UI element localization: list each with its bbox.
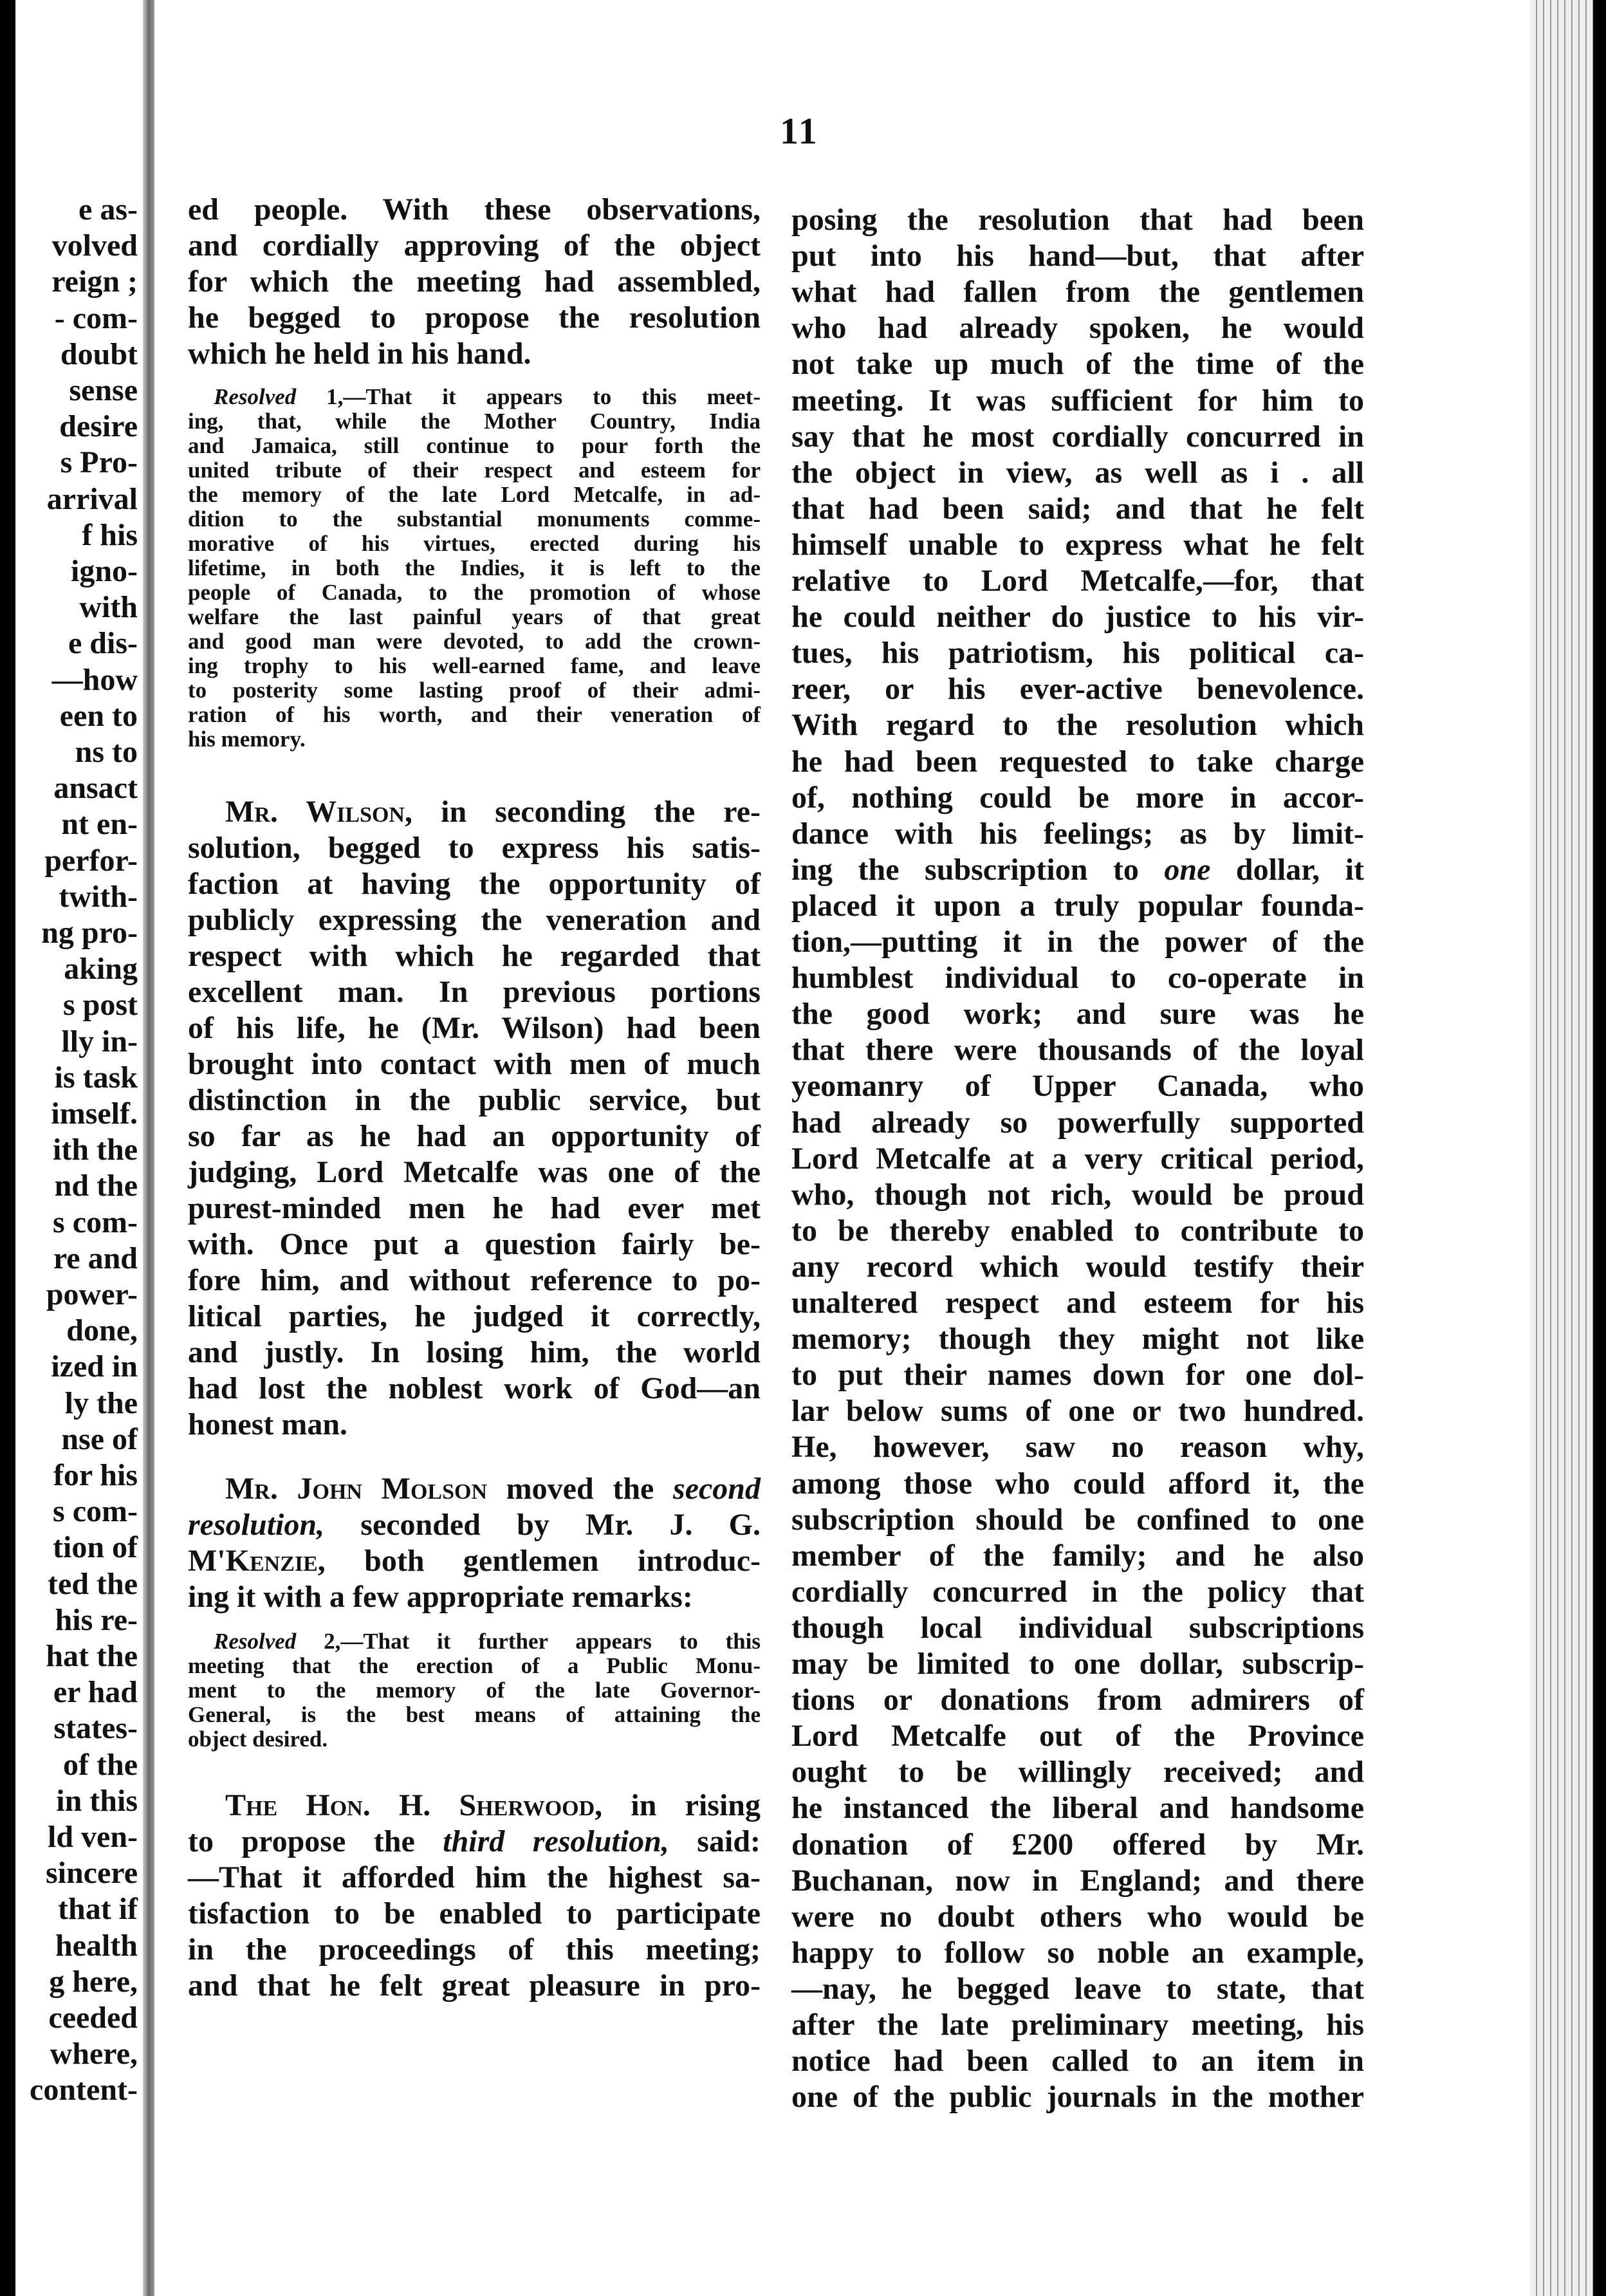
scan-edge-right — [1593, 0, 1606, 2296]
text-line: he could neither do justice to his vir- — [791, 600, 1364, 634]
resolution-line: to posterity some lasting proof of their admi- — [188, 678, 761, 703]
text-line: had lost the noblest work of God—an — [188, 1371, 761, 1405]
text-line: humblest individual to co-operate in — [791, 961, 1364, 995]
text-line: with. Once put a question fairly be- — [188, 1227, 761, 1261]
resolution-line: and good man were devoted, to add the crown- — [188, 629, 761, 654]
text-line: though local individual subscriptions — [791, 1610, 1364, 1645]
prev-page-line: s com- — [53, 1205, 138, 1239]
text-line: With regard to the resolution which — [791, 708, 1364, 743]
resolved-label: Resolved — [214, 384, 297, 409]
prev-page-line: imself. — [51, 1097, 138, 1131]
prev-page-line: e dis- — [68, 626, 138, 661]
text-line: tisfaction to be enabled to participate — [188, 1896, 761, 1930]
resolution-line: ment to the memory of the late Governor- — [188, 1678, 761, 1703]
prev-page-line: his re- — [55, 1602, 138, 1637]
text-line — [791, 852, 1364, 888]
prev-page-line: is task — [54, 1060, 138, 1095]
prev-page-line: er had — [53, 1675, 138, 1710]
resolution-line: and Jamaica, still continue to pour forth the — [188, 433, 761, 458]
italic-text: third resolution, — [443, 1824, 669, 1858]
text-line: tion,—putting it in the power of the — [791, 925, 1364, 959]
text-line: after the late preliminary meeting, his — [791, 2008, 1364, 2042]
text-line: —nay, he begged leave to state, that — [791, 1971, 1364, 2006]
text-line: posing the resolution that had been — [791, 203, 1364, 237]
text-line: notice had been called to an item in — [791, 2044, 1364, 2078]
text-line: honest man. — [188, 1407, 348, 1441]
text-line: reer, or his ever-active benevolence. — [791, 672, 1364, 707]
prev-page-line: ansact — [53, 771, 138, 806]
text-line: of his life, he (Mr. Wilson) had been — [188, 1011, 761, 1045]
prev-page-line: ns to — [75, 735, 138, 769]
resolution-line: welfare the last painful years of that great — [188, 604, 761, 629]
text-line: meeting. It was sufficient for him to — [791, 383, 1364, 418]
prev-page-line: doubt — [60, 337, 138, 371]
resolution-line: meeting that the erection of a Public Monu- — [188, 1653, 761, 1678]
text-line: dance with his feelings; as by limit- — [791, 816, 1364, 851]
speaker-name: The Hon. H. Sherwood, — [225, 1788, 603, 1822]
prev-page-line: health — [55, 1928, 138, 1963]
prev-page-line: ted the — [48, 1566, 138, 1601]
prev-page-line: where, — [50, 2037, 138, 2071]
prev-page-line: nd the — [54, 1169, 138, 1203]
prev-page-line: een to — [59, 698, 138, 733]
text-line: say that he most cordially concurred in — [791, 419, 1364, 454]
text-line: ought to be willingly received; and — [791, 1755, 1364, 1790]
text-line: for which the meeting had assembled, — [188, 264, 761, 299]
text-line: so far as he had an opportunity of — [188, 1119, 761, 1153]
prev-page-line: lly in- — [61, 1024, 138, 1059]
text-line: tions or donations from admirers of — [791, 1683, 1364, 1717]
text-line: memory; though they might not like — [791, 1322, 1364, 1356]
prev-page-line: content- — [30, 2073, 138, 2107]
resolution-line: people of Canada, to the promotion of whose — [188, 580, 761, 605]
prev-page-line: sincere — [45, 1856, 138, 1891]
text-line: he instanced the liberal and handsome — [791, 1791, 1364, 1826]
text-line: himself unable to express what he felt — [791, 527, 1364, 562]
text-line: judging, Lord Metcalfe was one of the — [188, 1155, 761, 1189]
text-line: who, though not rich, would be proud — [791, 1177, 1364, 1212]
prev-page-line: s post — [62, 988, 138, 1023]
resolution-line: General, is the best means of attaining the — [188, 1702, 761, 1727]
text-line: to put their names down for one dol- — [791, 1358, 1364, 1393]
text-line: unaltered respect and esteem for his — [791, 1286, 1364, 1320]
resolved-label: Resolved — [214, 1629, 297, 1654]
prev-page-line: ith the — [53, 1133, 138, 1167]
resolution-line: ing trophy to his well-earned fame, and leave — [188, 653, 761, 678]
italic-text: resolution, — [188, 1508, 325, 1542]
text-line: one of the public journals in the mother — [791, 2080, 1364, 2115]
prev-page-line: ly the — [64, 1385, 138, 1420]
text-line: cordially concurred in the policy that — [791, 1574, 1364, 1609]
prev-page-line: states- — [53, 1711, 138, 1746]
text-line: excellent man. In previous portions — [188, 975, 761, 1009]
prev-page-line: hat the — [46, 1639, 138, 1673]
text-line: who had already spoken, he would — [791, 311, 1364, 346]
text-line: relative to Lord Metcalfe,—for, that — [791, 564, 1364, 598]
text-line: Buchanan, now in England; and there — [791, 1863, 1364, 1898]
paragraph-text: in seconding the re- — [412, 795, 761, 829]
prev-page-line: e as- — [78, 192, 138, 227]
book-gutter — [143, 0, 154, 2296]
text-line: faction at having the opportunity of — [188, 867, 761, 901]
text-line — [188, 1507, 761, 1543]
scan-edge-left — [0, 0, 15, 2296]
text-line: which he held in his hand. — [188, 337, 531, 371]
prev-page-line: ized in — [51, 1349, 138, 1384]
text-line: not take up much of the time of the — [791, 347, 1364, 382]
paragraph-text: in rising — [602, 1788, 761, 1822]
prev-page-line: nse of — [61, 1421, 138, 1456]
text-line: donation of £200 offered by Mr. — [791, 1827, 1364, 1862]
text-line: had already so powerfully supported — [791, 1105, 1364, 1140]
italic-text: one — [1164, 852, 1211, 887]
left-column — [188, 0, 761, 2296]
text-line: ing it with a few appropriate remarks: — [188, 1580, 693, 1614]
text-line: distinction in the public service, but — [188, 1083, 761, 1117]
prev-page-line: ld ven- — [47, 1820, 138, 1854]
text-line: that there were thousands of the loyal — [791, 1033, 1364, 1068]
prev-page-line: aking — [64, 952, 138, 986]
prev-page-line: in this — [56, 1783, 138, 1818]
prev-page-line: reign ; — [51, 264, 138, 299]
prev-page-line: s Pro- — [60, 445, 138, 480]
text-line: in the proceedings of this meeting; — [188, 1932, 761, 1967]
text-line: ed people. With these observations, — [188, 192, 761, 227]
prev-page-line: f his — [82, 517, 138, 552]
prev-page-line: twith- — [59, 879, 138, 914]
text-line: tues, his patriotism, his political ca- — [791, 636, 1364, 671]
prev-page-line: re and — [53, 1241, 138, 1275]
prev-page-line: ng pro- — [41, 916, 138, 950]
previous-page-fragment — [15, 172, 142, 2167]
prev-page-line: volved — [51, 228, 138, 263]
resolution-line: the memory of the late Lord Metcalfe, in ad- — [188, 482, 761, 507]
resolution-line: ing, that, while the Mother Country, India — [188, 409, 761, 434]
text-line: solution, begged to express his satis- — [188, 831, 761, 865]
text-line: lar below sums of one or two hundred. — [791, 1394, 1364, 1429]
text-line: the good work; and sure was he — [791, 997, 1364, 1032]
resolution-line: object desired. — [188, 1727, 328, 1752]
text-line: Lord Metcalfe at a very critical period, — [791, 1141, 1364, 1176]
resolution-1-first-line — [188, 385, 761, 409]
paragraph-first-line — [188, 794, 761, 830]
resolution-text: 1,—That it appears to this meet- — [296, 384, 761, 409]
text-line: he had been requested to take charge — [791, 744, 1364, 779]
speaker-name: Mr. Wilson, — [225, 795, 412, 829]
text-line: what had fallen from the gentlemen — [791, 275, 1364, 310]
paragraph-text: moved the — [487, 1472, 674, 1506]
text-line: and cordially approving of the object — [188, 228, 761, 263]
resolution-line: ration of his worth, and their veneration of — [188, 702, 761, 727]
prev-page-line: s com- — [53, 1494, 138, 1529]
prev-page-line: - com- — [54, 301, 138, 335]
prev-page-line: —how — [51, 662, 138, 697]
resolution-line: dition to the substantial monuments comme- — [188, 506, 761, 532]
text-line: Lord Metcalfe out of the Province — [791, 1719, 1364, 1754]
prev-page-line: done, — [66, 1313, 138, 1348]
text-line: the object in view, as well as i . all — [791, 455, 1364, 490]
text-line: may be limited to one dollar, subscrip- — [791, 1647, 1364, 1681]
prev-page-line: nt en- — [61, 807, 138, 842]
text-line: were no doubt others who would be — [791, 1899, 1364, 1934]
text-line: put into his hand—but, that after — [791, 239, 1364, 273]
resolution-line: morative of his virtues, erected during his — [188, 531, 761, 556]
resolution-line: united tribute of their respect and esteem for — [188, 458, 761, 483]
prev-page-line: of the — [63, 1747, 138, 1782]
text-line: and justly. In losing him, the world — [188, 1335, 761, 1369]
prev-page-line: with — [79, 590, 138, 625]
speaker-name: Mr. John Molson — [225, 1472, 487, 1506]
text-line: among those who could afford it, the — [791, 1466, 1364, 1501]
text-line: He, however, saw no reason why, — [791, 1430, 1364, 1465]
italic-text: second — [673, 1472, 761, 1506]
text-line: respect with which he regarded that — [188, 939, 761, 973]
text-line: that had been said; and that he felt — [791, 491, 1364, 526]
text-line: publicly expressing the veneration and — [188, 903, 761, 937]
paragraph-first-line — [188, 1788, 761, 1824]
resolution-2-first-line — [188, 1629, 761, 1654]
resolution-text: 2,—That it further appears to this — [296, 1629, 761, 1654]
resolution-line: lifetime, in both the Indies, it is left to the — [188, 555, 761, 580]
paragraph-text: seconded by Mr. J. G. — [324, 1508, 761, 1542]
text-line: placed it upon a truly popular founda- — [791, 888, 1364, 923]
text-line: he begged to propose the resolution — [188, 301, 761, 335]
paragraph-text: ing the subscription to — [791, 852, 1165, 887]
text-line: any record which would testify their — [791, 1249, 1364, 1284]
paragraph-first-line — [188, 1471, 761, 1507]
text-line: yeomanry of Upper Canada, who — [791, 1069, 1364, 1104]
prev-page-line: tion of — [53, 1530, 138, 1565]
prev-page-line: igno- — [70, 554, 138, 588]
resolution-line: his memory. — [188, 727, 306, 752]
text-line: brought into contact with men of much — [188, 1047, 761, 1081]
text-line: litical parties, he judged it correctly, — [188, 1299, 761, 1333]
text-line: to be thereby enabled to contribute to — [791, 1213, 1364, 1248]
text-line: member of the family; and he also — [791, 1538, 1364, 1573]
text-line: —That it afforded him the highest sa- — [188, 1860, 761, 1894]
prev-page-line: that if — [58, 1892, 138, 1927]
prev-page-line: power- — [46, 1277, 138, 1311]
speaker-name: M'Kenzie, — [188, 1544, 326, 1578]
page-number: 11 — [780, 110, 819, 152]
prev-page-line: ceeded — [48, 2001, 138, 2035]
prev-page-line: for his — [53, 1458, 138, 1492]
paragraph-text: both gentlemen introduc- — [325, 1544, 761, 1578]
text-line: happy to follow so noble an example, — [791, 1935, 1364, 1970]
paragraph-text: said: — [669, 1824, 761, 1858]
paragraph-text: dollar, it — [1210, 852, 1364, 887]
text-line: and that he felt great pleasure in pro- — [188, 1968, 761, 2003]
text-line: fore him, and without reference to po- — [188, 1263, 761, 1297]
prev-page-line: sense — [69, 373, 138, 407]
text-line: purest-minded men he had ever met — [188, 1191, 761, 1225]
prev-page-line: g here, — [49, 1964, 138, 1999]
text-line — [188, 1824, 761, 1860]
right-column — [791, 0, 1364, 2296]
prev-page-line: arrival — [46, 481, 138, 516]
prev-page-line: desire — [59, 409, 138, 444]
prev-page-line: perfor- — [44, 843, 138, 878]
text-line — [188, 1543, 761, 1579]
paragraph-text: to propose the — [188, 1824, 443, 1858]
text-line: of, nothing could be more in accor- — [791, 780, 1364, 815]
text-line: subscription should be confined to one — [791, 1502, 1364, 1537]
page-stack-edge — [1530, 0, 1593, 2296]
